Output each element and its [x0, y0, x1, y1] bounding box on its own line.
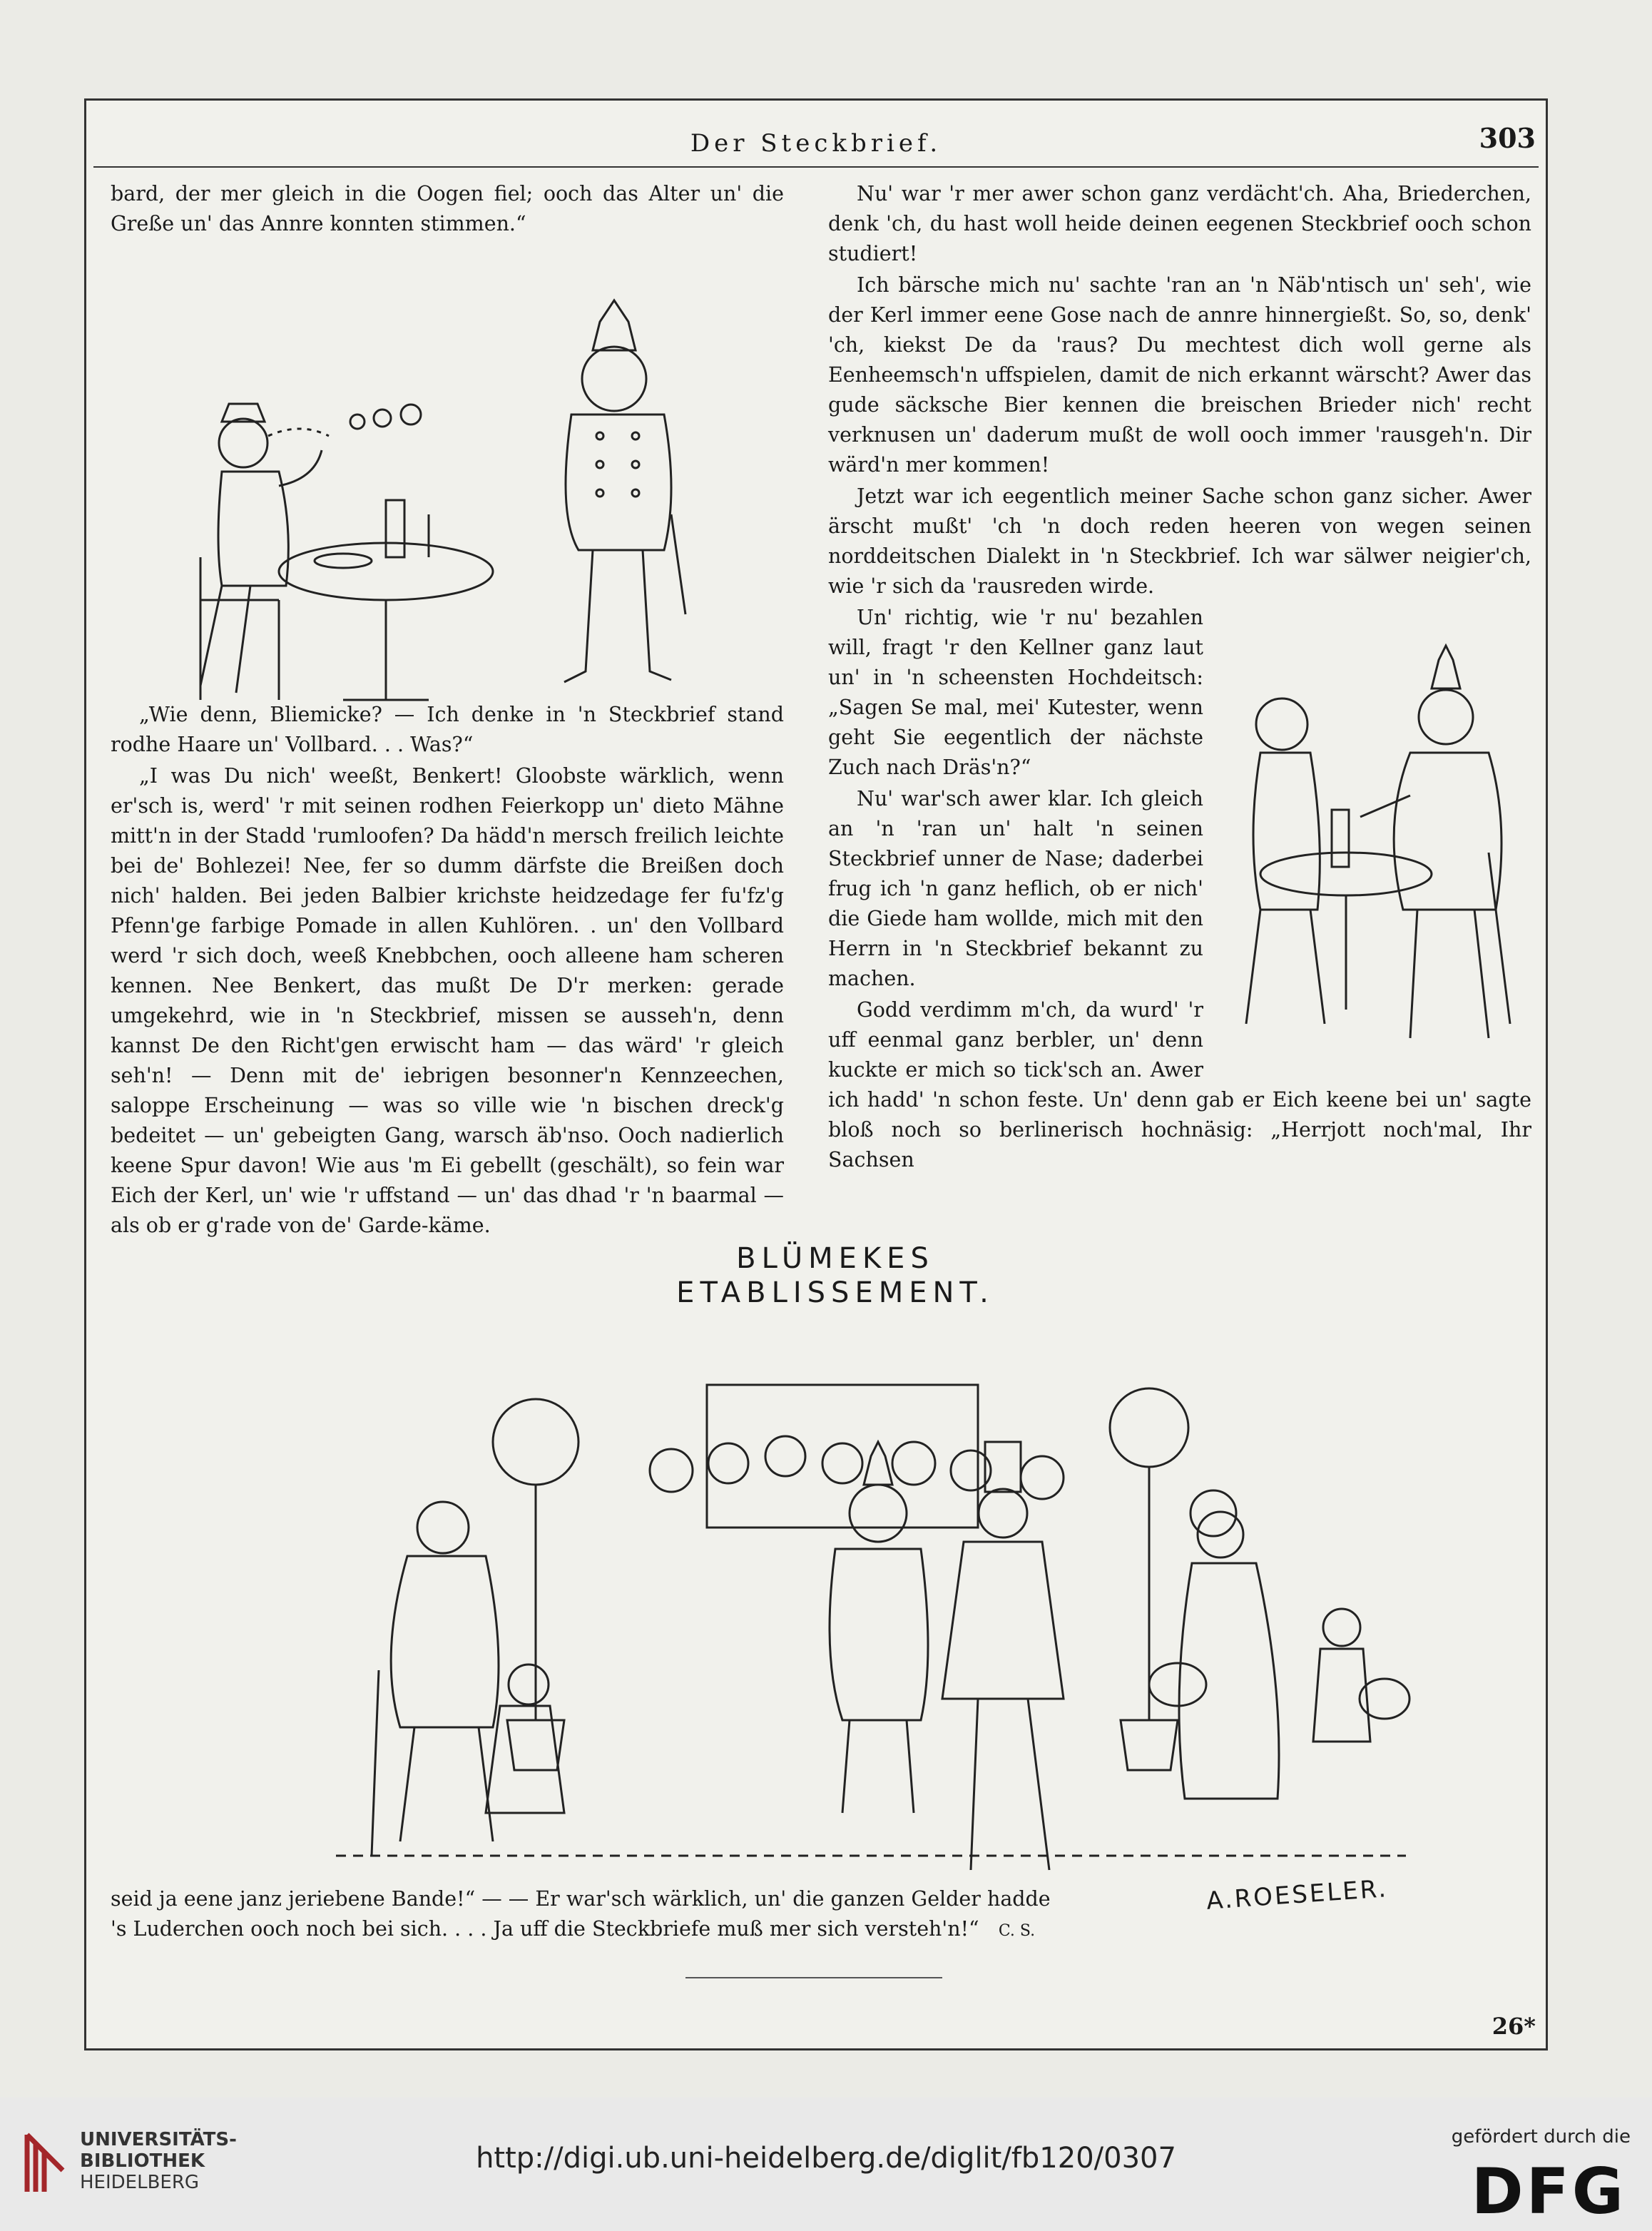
paragraph: Jetzt war ich eegentlich meiner Sache schon ganz sicher. Awer ärscht mußt' 'ch 'n doch reden heeren von wegen seinen norddeitschen Dialekt in 'n Steckbrief. Ich war sälwer neigier'ch, wie 'r sich da 'rausreden wirde.	[828, 484, 1531, 598]
author-initials: C. S.	[998, 1922, 1036, 1940]
paragraph: bard, der mer gleich in die Oogen fiel; ooch das Alter un' die Greße un' das Annre konnten stimmen.“	[111, 182, 784, 235]
illustration-arrest-at-table	[1218, 610, 1531, 1052]
funded-by-label: gefördert durch die	[1451, 2126, 1631, 2148]
paragraph: Ich bärsche mich nu' sachte 'ran an 'n Näb'ntisch un' seh', wie der Kerl immer eene Gose nach de annre hinnergießt. So, so, denk' 'ch, kiekst De da 'raus? Du mechtest dich woll gerne als Eenheemsch'n uffspielen, damit de nich erkannt wärscht? Awer das gude säcksche Bier kennen die breischen Brieder nich' recht verknusen un' daderum mußt de woll ooch immer 'rausgeh'n. Dir wärd'n mer kommen!	[828, 273, 1531, 477]
paragraph: Nu' war 'r mer awer schon ganz verdächt'ch. Aha, Briederchen, denk 'ch, du hast woll heide deinen eegenen Steckbrief ooch schon studiert!	[828, 182, 1531, 265]
page-number: 303	[1479, 122, 1536, 154]
illustration-title-line2: ETABLISSEMENT.	[676, 1276, 994, 1309]
permalink-url[interactable]: http://digi.ub.uni-heidelberg.de/diglit/fb120/0307	[476, 2142, 1176, 2175]
paragraph: Un' richtig, wie 'r nu' bezahlen will, fragt 'r den Kellner ganz laut un' in 'n scheensten Hochdeitsch: „Sagen Se mal, mei' Kutester, wenn geht Sie eegentlich der nächste Zuch nach Dräs'n?“	[828, 606, 1203, 779]
left-column	[111, 179, 784, 240]
header-rule	[93, 166, 1539, 168]
illustration-smoker-and-policeman	[172, 243, 714, 728]
illustration-etablissement-crowd	[229, 1228, 1442, 1899]
running-title: Der Steckbrief.	[690, 129, 942, 158]
library-line: UNIVERSITÄTS-	[80, 2129, 237, 2150]
artist-signature: A.ROESELER.	[1205, 1874, 1390, 1916]
digitization-footer	[0, 2098, 1652, 2231]
library-line: BIBLIOTHEK	[80, 2150, 205, 2172]
closing-line: 's Luderchen ooch noch bei sich. . . . Ja uff die Steckbriefe muß mer sich versteh'n!“ C. S.	[111, 1917, 1036, 1941]
closing-text	[111, 1884, 1123, 1946]
paragraph: Nu' war'sch awer klar. Ich gleich an 'n 'ran un' halt 'n seinen Steckbrief unner de Nase; daderbei frug ich 'n ganz heflich, ob er nich' die Giede ham wollde, mich mit den Herrn in 'n Steckbrief bekannt zu machen.	[828, 787, 1203, 990]
closing-line: seid ja eene janz jeriebene Bande!“ — — Er war'sch wärklich, un' die ganzen Gelder hadde	[111, 1887, 1051, 1911]
magazine-page	[84, 98, 1548, 2050]
illustration-title-line1: BLÜMEKES	[736, 1242, 934, 1275]
paragraph: Godd verdimm m'ch, da wurd' 'r uff eenmal ganz berbler, un' denn kuckte er mich so tick'sch an. Awer ich hadd' 'n schon feste. Un' denn gab er Eich keene bei un' sagte bloß noch so berlinerisch hochnäsig: „Herrjott noch'mal, Ihr Sachsen	[828, 998, 1531, 1172]
library-line: HEIDELBERG	[80, 2172, 200, 2193]
paragraph: „I was Du nich' weeßt, Benkert! Gloobste wärklich, wenn er'sch is, werd' 'r mit seinen rodhen Feierkopp un' dieto Mähne mitt'n in der Stadd 'rumloofen? Da hädd'n mersch freilich leichte bei de' Bohlezei! Nee, fer so dumm därfste die Breißen doch nich' halden. Bei jeden Balbier krichste heidzedage fer fu'fz'g Pfenn'ge farbige Pomade in allen Kuhlören. . un' den Vollbard werd 'r sich doch, weeß Knebbchen, ooch alleene ham scheren kennen. Nee Benkert, das mußt De D'r merken: gerade umgekehrd, wie in 'n Steckbrief, missen se ausseh'n, denn kannst De den Richt'gen erwischt ham — das wärd' 'r gleich seh'n! — Denn mit de' iebrigen besonner'n Kennzeechen, saloppe Erscheinung — was so ville wie 'n bischen dreck'g bedeitet — un' gebeigten Gang, warsch äb'nso. Ooch nadierlich keene Spur davon! Wie aus 'm Ei gebellt (geschält), so fein war Eich der Kerl, un' wie 'r uffstand — un' das dhad 'r 'n baarmal — als ob er g'rade von de' Garde-käme.	[111, 764, 784, 1237]
left-column-continued	[111, 700, 784, 1242]
right-column	[828, 179, 1531, 1177]
dfg-logo: DFG	[1471, 2155, 1626, 2228]
paragraph: „Wie denn, Bliemicke? — Ich denke in 'n Steckbrief stand rodhe Haare un' Vollbard. . . Was?“	[111, 703, 784, 756]
sheet-signature: 26*	[1492, 2013, 1536, 2040]
end-rule	[685, 1977, 942, 1978]
